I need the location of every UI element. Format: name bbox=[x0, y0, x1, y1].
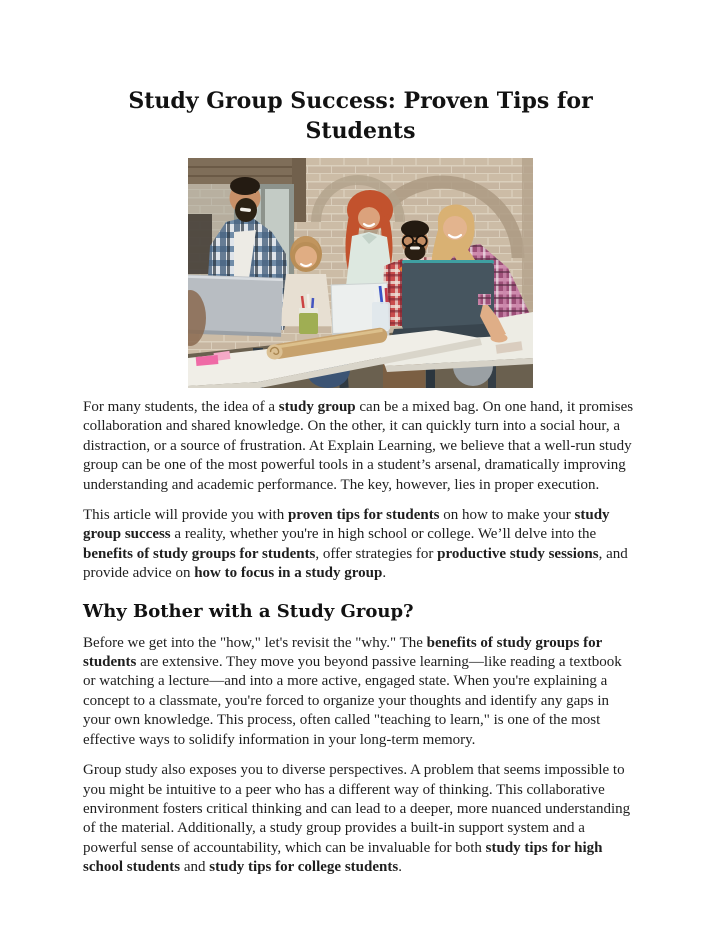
pen-cup-white bbox=[372, 286, 390, 330]
paragraph-why-benefits: Before we get into the "how," let's revisit the "why." The benefits of study groups for students are extensive. They move you beyond passive learning—like reading a textbook or watching a lecture—and into a more active, engaged state. When you're explaining a concept to a classmate, you're forced to organize your thoughts and identify any gaps in your own knowledge. This process, often called "teaching to learn," is one of the most effective ways to solidify information in your long-term memory. bbox=[83, 634, 622, 748]
section-heading: Why Bother with a Study Group? bbox=[83, 600, 414, 622]
study-group-photo-illustration bbox=[188, 158, 533, 388]
hero-image bbox=[188, 158, 533, 388]
paragraph-intro: For many students, the idea of a study group can be a mixed bag. On one hand, it promises collaboration and shared knowledge. On the other, it can quickly turn into a social hour, a distraction, or a source of frustration. At Explain Learning, we believe that a well-run study group can be one of the most powerful tools in a student’s arsenal, dramatically improving understanding and academic performance. The key, however, lies in proper execution. bbox=[83, 399, 634, 493]
paragraph-diverse-perspectives: Group study also exposes you to diverse perspectives. A problem that seems impossible to you might be intuitive to a peer who has a different way of thinking. This collaborative environment fosters critical thinking and can lead to a deeper, more nuanced understanding of the material. Additionally, a study group provides a built-in support system and a powerful sense of accountability, which can be invaluable for both study tips for high school students and study tips for college students. bbox=[83, 762, 631, 876]
paragraph-article-overview: This article will provide you with proven tips for students on how to make your study group success a reality, whether you're in high school or college. We’ll delve into the benefits of study groups for students, offer strategies for productive study sessions, and provide advice on how to focus in a study group. bbox=[83, 507, 628, 582]
page-title: Study Group Success: Proven Tips for Students bbox=[128, 88, 593, 144]
